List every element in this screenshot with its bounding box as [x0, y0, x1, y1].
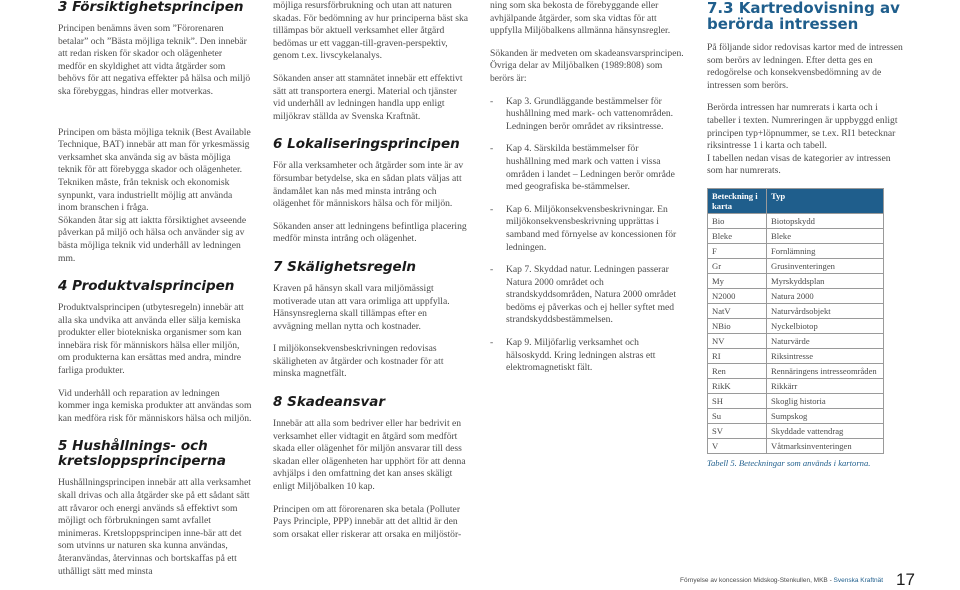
table-cell-code: NV [708, 333, 767, 348]
chapter-list [490, 96, 684, 375]
paragraph: För alla verksamheter och åtgärder som inte är av försumbar betydelse, ska en sådan plats väljas att ändamålet kan nås med minsta intrång och olägenhet för människors hälsa och för miljön. [273, 160, 464, 210]
table-cell-type: Skyddade vattendrag [767, 423, 884, 438]
table-row [708, 288, 884, 303]
table-row [708, 243, 884, 258]
table-cell-type: Biotopskydd [767, 213, 884, 228]
table-cell-code: SV [708, 423, 767, 438]
table-row [708, 408, 884, 423]
table-cell-code: Su [708, 408, 767, 423]
list-item-text: Kap 6. Miljökonsekvensbeskrivningar. En miljökonsekvensbeskrivning upprättas i samband med förnyelse av koncessionen för ledningen. [506, 203, 677, 253]
table-cell-code: Ren [708, 363, 767, 378]
dash-bullet: - [490, 95, 494, 107]
table-row [708, 303, 884, 318]
list-item-text: Kap 3. Grundläggande bestämmelser för hushållning med mark- och vattenområden. Ledningen berör området av riksintresse. [506, 95, 674, 132]
table-cell-code: RI [708, 348, 767, 363]
table-cell-type: Naturvärde [767, 333, 884, 348]
section-heading-6: 6 Lokaliseringsprincipen [273, 136, 460, 153]
footer-text: Förnyelse av koncession Midskog-Stenkullen, MKB - [680, 577, 832, 584]
paragraph: I miljökonsekvensbeskrivningen redovisas skäligheten av åtgärder och kostnader för att minska magnetfält. [273, 343, 444, 380]
table-row [708, 348, 884, 363]
table-cell-type: Riksintresse [767, 348, 884, 363]
table-header-cell: Beteckning i karta [708, 188, 767, 213]
table-cell-code: F [708, 243, 767, 258]
table-caption: Tabell 5. Beteckningar som används i kartorna. [707, 457, 871, 468]
section-heading-3: 3 Försiktighetsprincipen [58, 0, 244, 15]
paragraph: Kraven på hänsyn skall vara miljömässigt motiverade utan att vara orimliga att uppfylla. Hänsynsreglerna skall tillämpas efter en avvägning mellan nytta och kostnader. [273, 282, 450, 332]
table-header-cell: Typ [767, 188, 884, 213]
paragraph: Sökanden är medveten om skadeansvarsprincipen. Övriga delar av Miljöbalken (1989:808) som berörs är: [490, 47, 684, 84]
table-cell-code: Bio [708, 213, 767, 228]
table-cell-code: N2000 [708, 288, 767, 303]
table-cell-code: Gr [708, 258, 767, 273]
table-row [708, 363, 884, 378]
paragraph: ning som ska bekosta de förebyggande eller avhjälpande åtgärder, som ska vidtas för att uppfylla Miljöbalkens allmänna hänsynsregler. [490, 0, 671, 37]
dash-bullet: - [490, 337, 494, 349]
table-cell-code: My [708, 273, 767, 288]
footer-brand: Svenska Kraftnät [833, 577, 884, 584]
table-row [708, 423, 884, 438]
table-header-row [708, 188, 884, 213]
section-heading-8: 8 Skadeansvar [273, 394, 386, 411]
paragraph: Sökanden åtar sig att iaktta försiktighet avseende påverkan på miljö och hälsa och använder sig av bästa möjliga teknik vid underhåll av ledningen mm. [58, 214, 247, 264]
paragraph: På följande sidor redovisas kartor med de intressen som berörs av ledningen. Efter detta ges en redogörelse och konsekvensbedömning av de intressen som berörs. [707, 42, 903, 91]
table-cell-type: Naturvårdsobjekt [767, 303, 884, 318]
column-3 [490, 0, 684, 385]
section-heading-7-3: 7.3 Kartredovisning av berörda intressen [707, 0, 900, 33]
table-cell-type: Rikkärr [767, 378, 884, 393]
dash-bullet: - [490, 264, 494, 276]
list-item-text: Kap 4. Särskilda bestämmelser för hushållning med mark och vatten i vissa områden i landet – Ledningen berör område med geografiska be-stämmelser. [506, 143, 675, 193]
paragraph: Sökanden anser att stamnätet innebär ett effektivt sätt att transportera energi. Material och tjänster vid underhåll av ledningen handla upp enligt miljökrav ställda av Svenska Kraftnät. [273, 72, 463, 122]
list-item-text: Kap 9. Miljöfarlig verksamhet och hälsoskydd. Kring ledningen alstras ett elektromagnetiskt fält. [506, 337, 656, 374]
paragraph: Principen om bästa möjliga teknik (Best Available Technique, BAT) innebär att man för yrkesmässig verksamhet ska använda sig av bästa möjliga teknik för att förebygga skador och olägenheter. Tekniken måste, från teknisk och ekonomisk synpunkt, vara industriellt möjlig att använda inom branschen i fråga. [58, 126, 251, 214]
paragraph: möjliga resursförbrukning och utan att naturen skadas. För bedömning av hur principerna bäst ska tillämpas bör aktuell verksamhet eller åtgärd bedömas ur ett vaggan-till-graven-perspektiv, genom t.ex. livscykelanalys. [273, 0, 469, 62]
table-cell-type: Natura 2000 [767, 288, 884, 303]
table-cell-code: NatV [708, 303, 767, 318]
paragraph: Principen om att förorenaren ska betala (Polluter Pays Principle, PPP) innebär att det alltid är den som orsakat eller riskerar att orsaka en miljöstör- [273, 503, 462, 540]
list-item [490, 204, 684, 254]
table-row [708, 438, 884, 453]
page-footer [680, 577, 883, 584]
list-item [490, 264, 684, 327]
paragraph: Produktvalsprincipen (utbytesregeln) innebär att alla ska undvika att använda eller sälja kemiska produkter eller biotekniska organismer som kan innebära risk för människors hälsa eller miljön, om produkterna kan ersättas med andra, mindre farliga produkter. [58, 302, 244, 377]
column-2 [273, 0, 469, 551]
table-cell-type: Rennäringens intresseområden [767, 363, 884, 378]
table-row [708, 393, 884, 408]
table-row [708, 228, 884, 243]
column-4 [707, 0, 907, 470]
column-1 [58, 0, 252, 588]
table-cell-type: Bleke [767, 228, 884, 243]
paragraph: Principen benämns även som ”Förorenaren betalar” och ”Bästa möjliga teknik”. Den innebär att redan risken för skador och olägenheter medför en skyldighet att vidta åtgärder som behövs för att negativa effekter på hälsa och miljö ska förebyggas, hindras eller motverkas. [58, 23, 251, 97]
table-row [708, 378, 884, 393]
paragraph: Hushållningsprincipen innebär att alla verksamhet skall drivas och alla åtgärder ske på ett sådant sätt att råvaror och energi används så effektivt som möjligt och förbrukningen samt avfallet minimeras. Kretsloppsprincipen inne-bär att det som utvinns ur naturen ska kunna användas, återanvändas, återvinnas och bortskaffas på ett uthålligt sätt med minsta [58, 477, 251, 577]
table-cell-type: Sumpskog [767, 408, 884, 423]
paragraph: I tabellen nedan visas de kategorier av intressen som har numrerats. [707, 152, 891, 177]
table-row [708, 273, 884, 288]
table-row [708, 333, 884, 348]
table-cell-code: Bleke [708, 228, 767, 243]
table-cell-code: RikK [708, 378, 767, 393]
table-row [708, 318, 884, 333]
table-cell-type: Myrskyddsplan [767, 273, 884, 288]
table-cell-code: SH [708, 393, 767, 408]
page-number: 17 [896, 570, 915, 589]
table-row [708, 258, 884, 273]
list-item [490, 143, 684, 193]
dash-bullet: - [490, 203, 494, 215]
table-cell-type: Fornlämning [767, 243, 884, 258]
list-item [490, 337, 684, 375]
table-cell-type: Skoglig historia [767, 393, 884, 408]
table-cell-type: Våtmarksinventeringen [767, 438, 884, 453]
paragraph: Sökanden anser att ledningens befintliga placering medför minsta intrång och olägenhet. [273, 220, 467, 245]
table-cell-type: Grusinventeringen [767, 258, 884, 273]
section-heading-7: 7 Skälighetsregeln [273, 258, 416, 275]
paragraph: Innebär att alla som bedriver eller har bedrivit en verksamhet eller vidtagit en åtgärd som medfört skada eller olägenhet för miljön ansvarar till dess skadan eller olägenheten har upphört för att denna avhjälps i den omfattning det kan anses skäligt enligt Miljöbalken 10 kap. [273, 418, 466, 493]
section-heading-5: 5 Hushållnings- och kretsloppsprinciperna [58, 438, 226, 470]
dash-bullet: - [490, 143, 494, 155]
table-cell-code: NBio [708, 318, 767, 333]
table-row [708, 213, 884, 228]
table-cell-code: V [708, 438, 767, 453]
section-heading-4: 4 Produktvalsprincipen [58, 278, 235, 295]
list-item [490, 96, 684, 134]
list-item-text: Kap 7. Skyddad natur. Ledningen passerar Natura 2000 området och strandskyddsområden, Natura 2000 området bedöms ej påverkas och ej heller syftet med strandskyddsbestämmelsen. [506, 264, 676, 326]
paragraph: Vid underhåll och reparation av ledningen kommer inga kemiska produkter att användas som kan medföra risk för människors hälsa och miljön. [58, 387, 252, 424]
category-table [707, 188, 884, 454]
table-cell-type: Nyckelbiotop [767, 318, 884, 333]
paragraph: Berörda intressen har numrerats i karta och i tabeller i texten. Numreringen är uppbyggd enligt principen typ+löpnummer, se t.ex. RI1 betecknar riksintresse 1 i karta och tabell. [707, 102, 898, 152]
